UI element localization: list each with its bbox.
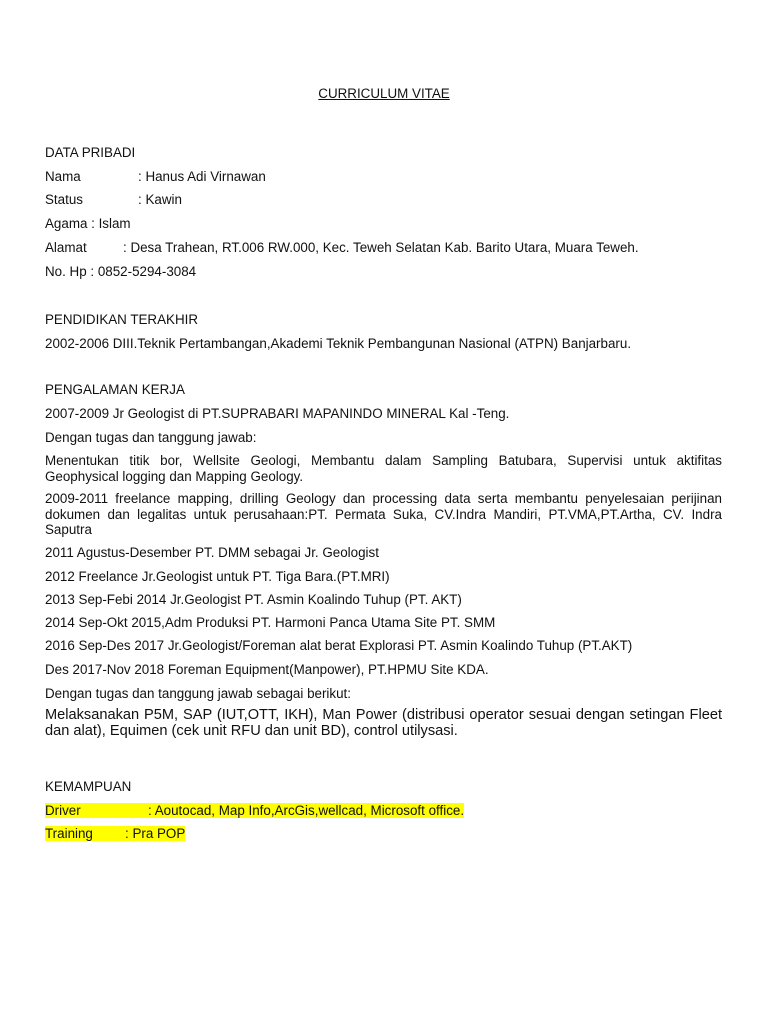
pengalaman-first: 2007-2009 Jr Geologist di PT.SUPRABARI MAPANINDO MINERAL Kal -Teng. — [45, 406, 510, 421]
alamat-row — [45, 240, 639, 256]
experience-item: 2016 Sep-Des 2017 Jr.Geologist/Foreman alat berat Explorasi PT. Asmin Koalindo Tuhup (PT.AKT) — [45, 638, 633, 653]
driver-highlight — [45, 803, 464, 818]
nohp-row: No. Hp : 0852-5294-3084 — [45, 264, 197, 279]
driver-row — [45, 803, 464, 819]
training-highlight — [45, 826, 185, 841]
pendidikan-line: 2002-2006 DIII.Teknik Pertambangan,Akademi Teknik Pembangunan Nasional (ATPN) Banjarbaru. — [45, 336, 632, 351]
experience-item: 2011 Agustus-Desember PT. DMM sebagai Jr. Geologist — [45, 545, 379, 560]
driver-label: Driver — [45, 803, 81, 818]
agama-row: Agama : Islam — [45, 216, 131, 231]
tugas-desc: Menentukan titik bor, Wellsite Geologi, Membantu dalam Sampling Batubara, Supervisi untuk aktifitas Geophysical logging dan Mapping Geology. — [45, 453, 722, 484]
pengalaman-heading: PENGALAMAN KERJA — [45, 382, 185, 397]
nama-value: : Hanus Adi Virnawan — [138, 169, 266, 184]
alamat-label: Alamat — [45, 240, 87, 255]
last-job-desc: Melaksanakan P5M, SAP (IUT,OTT, IKH), Man Power (distribusi operator sesuai dengan setingan Fleet dan alat), Equimen (cek unit RFU dan unit BD), control utilysasi. — [45, 707, 722, 739]
pendidikan-heading: PENDIDIKAN TERAKHIR — [45, 312, 199, 327]
freelance-desc: 2009-2011 freelance mapping, drilling Geology dan processing data serta membantu penyelesaian perijinan dokumen dan legalitas untuk perusahaan:PT. Permata Suka, CV.Indra Mandiri, PT.VMA,PT.Artha, CV. Indra Saputra — [45, 491, 722, 537]
nama-label: Nama — [45, 169, 81, 184]
experience-item: Des 2017-Nov 2018 Foreman Equipment(Manpower), PT.HPMU Site KDA. — [45, 662, 489, 677]
nama-row — [45, 169, 266, 185]
driver-value: : Aoutocad, Map Info,ArcGis,wellcad, Microsoft office. — [148, 803, 465, 818]
training-value: : Pra POP — [125, 826, 186, 841]
status-row — [45, 192, 182, 208]
alamat-value: : Desa Trahean, RT.006 RW.000, Kec. Teweh Selatan Kab. Barito Utara, Muara Teweh. — [123, 240, 639, 255]
experience-item: 2012 Freelance Jr.Geologist untuk PT. Tiga Bara.(PT.MRI) — [45, 569, 390, 584]
experience-item: 2013 Sep-Febi 2014 Jr.Geologist PT. Asmin Koalindo Tuhup (PT. AKT) — [45, 592, 462, 607]
status-value: : Kawin — [138, 192, 182, 207]
experience-item: Dengan tugas dan tanggung jawab sebagai berikut: — [45, 686, 351, 701]
experience-item: 2014 Sep-Okt 2015,Adm Produksi PT. Harmoni Panca Utama Site PT. SMM — [45, 615, 496, 630]
training-label: Training — [45, 826, 93, 841]
kemampuan-heading: KEMAMPUAN — [45, 779, 132, 794]
status-label: Status — [45, 192, 83, 207]
data-pribadi-heading: DATA PRIBADI — [45, 145, 136, 160]
tugas-intro: Dengan tugas dan tanggung jawab: — [45, 430, 257, 445]
page-title: CURRICULUM VITAE — [318, 86, 450, 102]
training-row — [45, 826, 185, 842]
